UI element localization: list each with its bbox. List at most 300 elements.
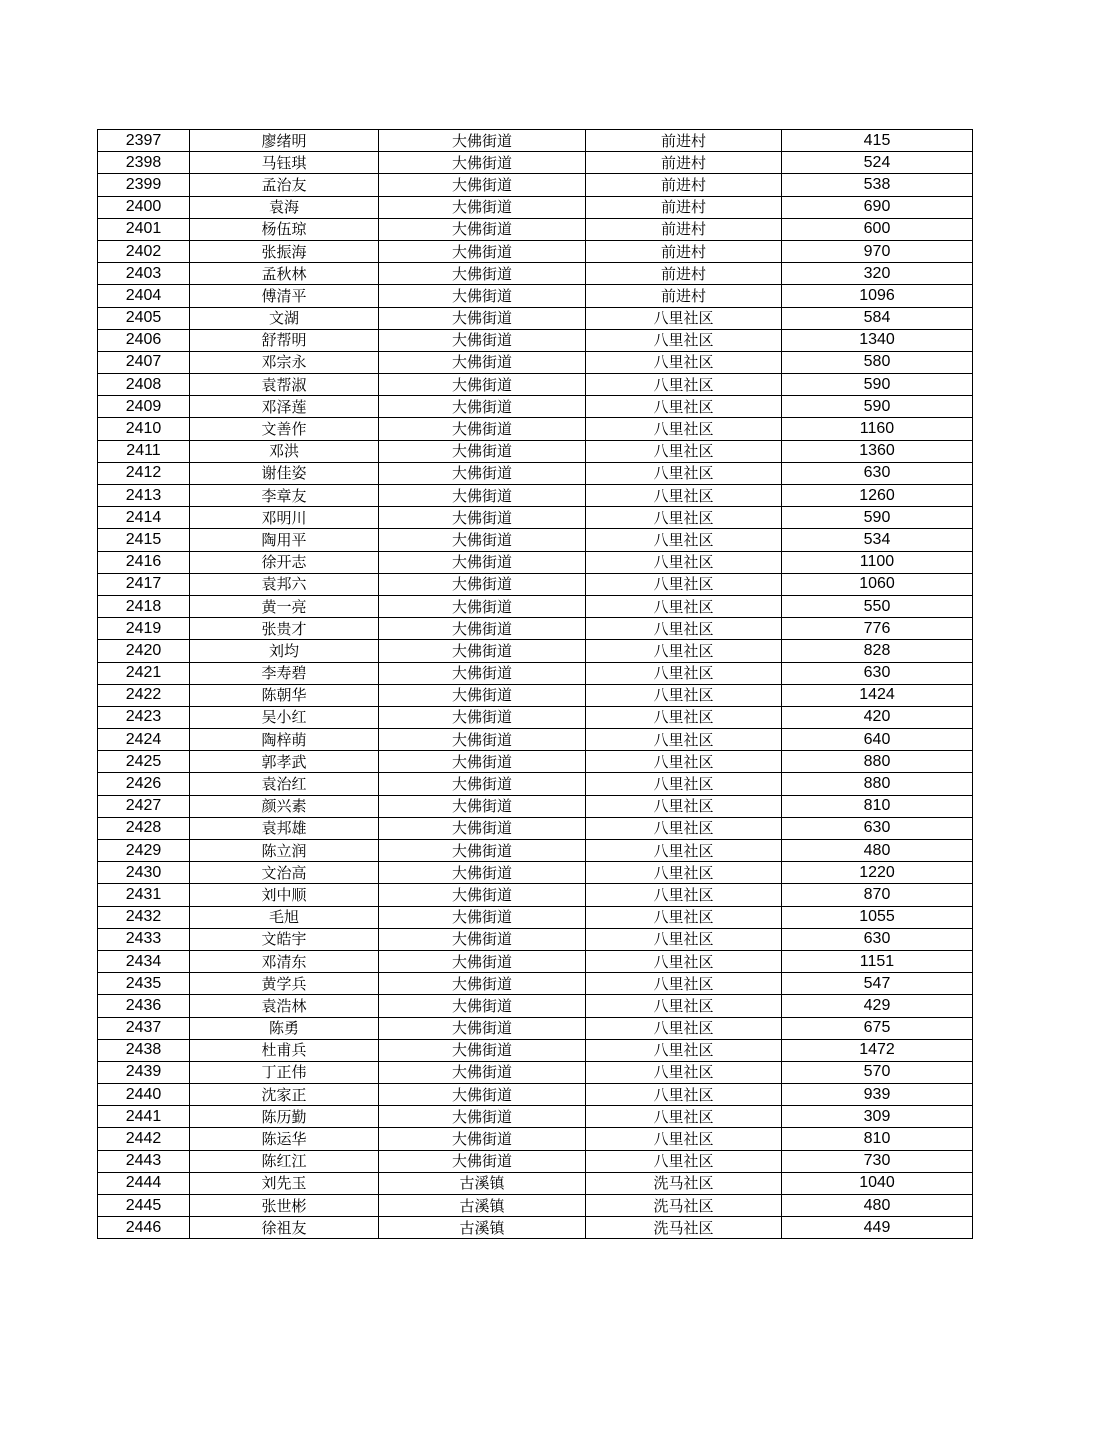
community-cell: 八里社区 bbox=[586, 1128, 782, 1150]
street-cell: 大佛街道 bbox=[379, 751, 586, 773]
row-number-cell: 2419 bbox=[98, 618, 190, 640]
community-cell: 八里社区 bbox=[586, 795, 782, 817]
name-cell: 孟治友 bbox=[190, 174, 379, 196]
street-cell: 大佛街道 bbox=[379, 1150, 586, 1172]
amount-cell: 480 bbox=[782, 840, 973, 862]
community-cell: 八里社区 bbox=[586, 1039, 782, 1061]
table-row bbox=[98, 751, 973, 773]
street-cell: 古溪镇 bbox=[379, 1217, 586, 1239]
table-row bbox=[98, 462, 973, 484]
amount-cell: 309 bbox=[782, 1106, 973, 1128]
row-number-cell: 2446 bbox=[98, 1217, 190, 1239]
table-row bbox=[98, 307, 973, 329]
community-cell: 洗马社区 bbox=[586, 1195, 782, 1217]
table-row bbox=[98, 1084, 973, 1106]
amount-cell: 1360 bbox=[782, 440, 973, 462]
row-number-cell: 2417 bbox=[98, 573, 190, 595]
name-cell: 袁邦六 bbox=[190, 573, 379, 595]
row-number-cell: 2429 bbox=[98, 840, 190, 862]
name-cell: 陈历勤 bbox=[190, 1106, 379, 1128]
name-cell: 袁邦雄 bbox=[190, 817, 379, 839]
name-cell: 邓泽莲 bbox=[190, 396, 379, 418]
street-cell: 大佛街道 bbox=[379, 817, 586, 839]
table-row bbox=[98, 684, 973, 706]
name-cell: 陈红江 bbox=[190, 1150, 379, 1172]
street-cell: 大佛街道 bbox=[379, 130, 586, 152]
name-cell: 李寿碧 bbox=[190, 662, 379, 684]
name-cell: 陈立润 bbox=[190, 840, 379, 862]
community-cell: 八里社区 bbox=[586, 485, 782, 507]
street-cell: 大佛街道 bbox=[379, 928, 586, 950]
table-row bbox=[98, 351, 973, 373]
table-row bbox=[98, 862, 973, 884]
street-cell: 大佛街道 bbox=[379, 507, 586, 529]
row-number-cell: 2401 bbox=[98, 218, 190, 240]
amount-cell: 590 bbox=[782, 374, 973, 396]
community-cell: 八里社区 bbox=[586, 928, 782, 950]
name-cell: 张振海 bbox=[190, 240, 379, 262]
table-row bbox=[98, 374, 973, 396]
amount-cell: 1055 bbox=[782, 906, 973, 928]
amount-cell: 1220 bbox=[782, 862, 973, 884]
amount-cell: 570 bbox=[782, 1061, 973, 1083]
street-cell: 大佛街道 bbox=[379, 795, 586, 817]
amount-cell: 1096 bbox=[782, 285, 973, 307]
row-number-cell: 2425 bbox=[98, 751, 190, 773]
community-cell: 八里社区 bbox=[586, 1061, 782, 1083]
street-cell: 大佛街道 bbox=[379, 950, 586, 972]
street-cell: 大佛街道 bbox=[379, 884, 586, 906]
name-cell: 丁正伟 bbox=[190, 1061, 379, 1083]
row-number-cell: 2404 bbox=[98, 285, 190, 307]
street-cell: 大佛街道 bbox=[379, 285, 586, 307]
community-cell: 八里社区 bbox=[586, 906, 782, 928]
data-table bbox=[97, 129, 973, 1239]
street-cell: 大佛街道 bbox=[379, 196, 586, 218]
row-number-cell: 2415 bbox=[98, 529, 190, 551]
community-cell: 前进村 bbox=[586, 174, 782, 196]
amount-cell: 580 bbox=[782, 351, 973, 373]
street-cell: 大佛街道 bbox=[379, 862, 586, 884]
row-number-cell: 2426 bbox=[98, 773, 190, 795]
community-cell: 八里社区 bbox=[586, 595, 782, 617]
name-cell: 徐开志 bbox=[190, 551, 379, 573]
table-row bbox=[98, 1017, 973, 1039]
amount-cell: 630 bbox=[782, 817, 973, 839]
community-cell: 八里社区 bbox=[586, 573, 782, 595]
name-cell: 袁帮淑 bbox=[190, 374, 379, 396]
row-number-cell: 2441 bbox=[98, 1106, 190, 1128]
street-cell: 大佛街道 bbox=[379, 973, 586, 995]
amount-cell: 1424 bbox=[782, 684, 973, 706]
community-cell: 八里社区 bbox=[586, 995, 782, 1017]
row-number-cell: 2423 bbox=[98, 706, 190, 728]
street-cell: 大佛街道 bbox=[379, 995, 586, 1017]
table-row bbox=[98, 174, 973, 196]
community-cell: 八里社区 bbox=[586, 462, 782, 484]
table-row bbox=[98, 1061, 973, 1083]
table-row bbox=[98, 973, 973, 995]
amount-cell: 524 bbox=[782, 152, 973, 174]
table-row bbox=[98, 573, 973, 595]
table-row bbox=[98, 1217, 973, 1239]
name-cell: 袁浩林 bbox=[190, 995, 379, 1017]
name-cell: 马钰琪 bbox=[190, 152, 379, 174]
community-cell: 八里社区 bbox=[586, 729, 782, 751]
table-row bbox=[98, 618, 973, 640]
row-number-cell: 2408 bbox=[98, 374, 190, 396]
street-cell: 大佛街道 bbox=[379, 662, 586, 684]
row-number-cell: 2424 bbox=[98, 729, 190, 751]
table-row bbox=[98, 662, 973, 684]
name-cell: 邓清东 bbox=[190, 950, 379, 972]
row-number-cell: 2414 bbox=[98, 507, 190, 529]
row-number-cell: 2427 bbox=[98, 795, 190, 817]
street-cell: 大佛街道 bbox=[379, 840, 586, 862]
amount-cell: 1260 bbox=[782, 485, 973, 507]
row-number-cell: 2406 bbox=[98, 329, 190, 351]
table-row bbox=[98, 884, 973, 906]
name-cell: 文皓宇 bbox=[190, 928, 379, 950]
amount-cell: 870 bbox=[782, 884, 973, 906]
name-cell: 谢佳姿 bbox=[190, 462, 379, 484]
table-row bbox=[98, 1128, 973, 1150]
community-cell: 八里社区 bbox=[586, 1106, 782, 1128]
community-cell: 八里社区 bbox=[586, 1150, 782, 1172]
community-cell: 八里社区 bbox=[586, 551, 782, 573]
amount-cell: 538 bbox=[782, 174, 973, 196]
name-cell: 杨伍琼 bbox=[190, 218, 379, 240]
community-cell: 前进村 bbox=[586, 240, 782, 262]
street-cell: 大佛街道 bbox=[379, 152, 586, 174]
community-cell: 前进村 bbox=[586, 285, 782, 307]
community-cell: 八里社区 bbox=[586, 950, 782, 972]
community-cell: 八里社区 bbox=[586, 529, 782, 551]
row-number-cell: 2421 bbox=[98, 662, 190, 684]
table-row bbox=[98, 152, 973, 174]
amount-cell: 1472 bbox=[782, 1039, 973, 1061]
table-row bbox=[98, 507, 973, 529]
table-row bbox=[98, 196, 973, 218]
row-number-cell: 2436 bbox=[98, 995, 190, 1017]
community-cell: 八里社区 bbox=[586, 862, 782, 884]
row-number-cell: 2443 bbox=[98, 1150, 190, 1172]
name-cell: 黄一亮 bbox=[190, 595, 379, 617]
name-cell: 刘先玉 bbox=[190, 1172, 379, 1194]
table-row bbox=[98, 595, 973, 617]
row-number-cell: 2431 bbox=[98, 884, 190, 906]
row-number-cell: 2445 bbox=[98, 1195, 190, 1217]
community-cell: 前进村 bbox=[586, 263, 782, 285]
table-row bbox=[98, 329, 973, 351]
street-cell: 大佛街道 bbox=[379, 551, 586, 573]
amount-cell: 1340 bbox=[782, 329, 973, 351]
row-number-cell: 2432 bbox=[98, 906, 190, 928]
name-cell: 颜兴素 bbox=[190, 795, 379, 817]
row-number-cell: 2442 bbox=[98, 1128, 190, 1150]
community-cell: 八里社区 bbox=[586, 374, 782, 396]
name-cell: 张贵才 bbox=[190, 618, 379, 640]
name-cell: 吴小红 bbox=[190, 706, 379, 728]
table-row bbox=[98, 950, 973, 972]
amount-cell: 630 bbox=[782, 662, 973, 684]
street-cell: 古溪镇 bbox=[379, 1172, 586, 1194]
street-cell: 大佛街道 bbox=[379, 1061, 586, 1083]
table-row bbox=[98, 551, 973, 573]
amount-cell: 429 bbox=[782, 995, 973, 1017]
table-row bbox=[98, 729, 973, 751]
row-number-cell: 2422 bbox=[98, 684, 190, 706]
amount-cell: 600 bbox=[782, 218, 973, 240]
name-cell: 陈朝华 bbox=[190, 684, 379, 706]
table-row bbox=[98, 840, 973, 862]
table-row bbox=[98, 1195, 973, 1217]
street-cell: 大佛街道 bbox=[379, 440, 586, 462]
name-cell: 袁治红 bbox=[190, 773, 379, 795]
amount-cell: 590 bbox=[782, 396, 973, 418]
street-cell: 大佛街道 bbox=[379, 595, 586, 617]
community-cell: 八里社区 bbox=[586, 618, 782, 640]
amount-cell: 690 bbox=[782, 196, 973, 218]
amount-cell: 590 bbox=[782, 507, 973, 529]
name-cell: 徐祖友 bbox=[190, 1217, 379, 1239]
table-row bbox=[98, 795, 973, 817]
table-row bbox=[98, 263, 973, 285]
name-cell: 张世彬 bbox=[190, 1195, 379, 1217]
row-number-cell: 2437 bbox=[98, 1017, 190, 1039]
row-number-cell: 2407 bbox=[98, 351, 190, 373]
row-number-cell: 2403 bbox=[98, 263, 190, 285]
table-row bbox=[98, 440, 973, 462]
name-cell: 刘均 bbox=[190, 640, 379, 662]
row-number-cell: 2405 bbox=[98, 307, 190, 329]
amount-cell: 1100 bbox=[782, 551, 973, 573]
row-number-cell: 2398 bbox=[98, 152, 190, 174]
row-number-cell: 2434 bbox=[98, 950, 190, 972]
community-cell: 洗马社区 bbox=[586, 1172, 782, 1194]
row-number-cell: 2418 bbox=[98, 595, 190, 617]
street-cell: 大佛街道 bbox=[379, 1017, 586, 1039]
amount-cell: 810 bbox=[782, 795, 973, 817]
community-cell: 前进村 bbox=[586, 218, 782, 240]
community-cell: 八里社区 bbox=[586, 884, 782, 906]
row-number-cell: 2399 bbox=[98, 174, 190, 196]
street-cell: 大佛街道 bbox=[379, 418, 586, 440]
amount-cell: 810 bbox=[782, 1128, 973, 1150]
amount-cell: 449 bbox=[782, 1217, 973, 1239]
community-cell: 八里社区 bbox=[586, 307, 782, 329]
community-cell: 八里社区 bbox=[586, 706, 782, 728]
name-cell: 黄学兵 bbox=[190, 973, 379, 995]
name-cell: 傅清平 bbox=[190, 285, 379, 307]
row-number-cell: 2397 bbox=[98, 130, 190, 152]
table-row bbox=[98, 130, 973, 152]
amount-cell: 630 bbox=[782, 928, 973, 950]
row-number-cell: 2411 bbox=[98, 440, 190, 462]
row-number-cell: 2413 bbox=[98, 485, 190, 507]
row-number-cell: 2400 bbox=[98, 196, 190, 218]
table-row bbox=[98, 529, 973, 551]
amount-cell: 880 bbox=[782, 751, 973, 773]
street-cell: 大佛街道 bbox=[379, 640, 586, 662]
table-row bbox=[98, 1106, 973, 1128]
name-cell: 文湖 bbox=[190, 307, 379, 329]
amount-cell: 640 bbox=[782, 729, 973, 751]
community-cell: 八里社区 bbox=[586, 351, 782, 373]
community-cell: 八里社区 bbox=[586, 440, 782, 462]
table-row bbox=[98, 928, 973, 950]
table-row bbox=[98, 285, 973, 307]
name-cell: 孟秋林 bbox=[190, 263, 379, 285]
table-row bbox=[98, 1039, 973, 1061]
street-cell: 大佛街道 bbox=[379, 1039, 586, 1061]
row-number-cell: 2420 bbox=[98, 640, 190, 662]
street-cell: 大佛街道 bbox=[379, 329, 586, 351]
community-cell: 八里社区 bbox=[586, 973, 782, 995]
community-cell: 八里社区 bbox=[586, 329, 782, 351]
community-cell: 八里社区 bbox=[586, 684, 782, 706]
row-number-cell: 2440 bbox=[98, 1084, 190, 1106]
street-cell: 大佛街道 bbox=[379, 1084, 586, 1106]
community-cell: 八里社区 bbox=[586, 662, 782, 684]
name-cell: 郭孝武 bbox=[190, 751, 379, 773]
table-row bbox=[98, 906, 973, 928]
name-cell: 邓宗永 bbox=[190, 351, 379, 373]
table-row bbox=[98, 773, 973, 795]
row-number-cell: 2428 bbox=[98, 817, 190, 839]
community-cell: 前进村 bbox=[586, 196, 782, 218]
amount-cell: 730 bbox=[782, 1150, 973, 1172]
street-cell: 大佛街道 bbox=[379, 462, 586, 484]
community-cell: 前进村 bbox=[586, 152, 782, 174]
amount-cell: 1040 bbox=[782, 1172, 973, 1194]
community-cell: 八里社区 bbox=[586, 751, 782, 773]
name-cell: 陈勇 bbox=[190, 1017, 379, 1039]
amount-cell: 776 bbox=[782, 618, 973, 640]
table-row bbox=[98, 817, 973, 839]
street-cell: 大佛街道 bbox=[379, 729, 586, 751]
amount-cell: 828 bbox=[782, 640, 973, 662]
amount-cell: 415 bbox=[782, 130, 973, 152]
name-cell: 陈运华 bbox=[190, 1128, 379, 1150]
community-cell: 八里社区 bbox=[586, 1017, 782, 1039]
street-cell: 大佛街道 bbox=[379, 263, 586, 285]
row-number-cell: 2430 bbox=[98, 862, 190, 884]
amount-cell: 630 bbox=[782, 462, 973, 484]
name-cell: 沈家正 bbox=[190, 1084, 379, 1106]
table-row bbox=[98, 485, 973, 507]
street-cell: 大佛街道 bbox=[379, 618, 586, 640]
community-cell: 八里社区 bbox=[586, 840, 782, 862]
amount-cell: 547 bbox=[782, 973, 973, 995]
name-cell: 舒帮明 bbox=[190, 329, 379, 351]
amount-cell: 1151 bbox=[782, 950, 973, 972]
name-cell: 文善作 bbox=[190, 418, 379, 440]
table-row bbox=[98, 240, 973, 262]
table-row bbox=[98, 640, 973, 662]
amount-cell: 480 bbox=[782, 1195, 973, 1217]
name-cell: 陶梓萌 bbox=[190, 729, 379, 751]
name-cell: 毛旭 bbox=[190, 906, 379, 928]
street-cell: 大佛街道 bbox=[379, 396, 586, 418]
name-cell: 刘中顺 bbox=[190, 884, 379, 906]
row-number-cell: 2402 bbox=[98, 240, 190, 262]
row-number-cell: 2438 bbox=[98, 1039, 190, 1061]
community-cell: 八里社区 bbox=[586, 418, 782, 440]
row-number-cell: 2412 bbox=[98, 462, 190, 484]
street-cell: 大佛街道 bbox=[379, 529, 586, 551]
street-cell: 大佛街道 bbox=[379, 351, 586, 373]
community-cell: 八里社区 bbox=[586, 507, 782, 529]
row-number-cell: 2416 bbox=[98, 551, 190, 573]
amount-cell: 420 bbox=[782, 706, 973, 728]
table-row bbox=[98, 995, 973, 1017]
name-cell: 文治高 bbox=[190, 862, 379, 884]
community-cell: 八里社区 bbox=[586, 817, 782, 839]
row-number-cell: 2433 bbox=[98, 928, 190, 950]
community-cell: 八里社区 bbox=[586, 396, 782, 418]
street-cell: 大佛街道 bbox=[379, 374, 586, 396]
amount-cell: 550 bbox=[782, 595, 973, 617]
street-cell: 古溪镇 bbox=[379, 1195, 586, 1217]
street-cell: 大佛街道 bbox=[379, 218, 586, 240]
table-row bbox=[98, 1150, 973, 1172]
name-cell: 廖绪明 bbox=[190, 130, 379, 152]
amount-cell: 880 bbox=[782, 773, 973, 795]
table-body bbox=[98, 130, 973, 1239]
street-cell: 大佛街道 bbox=[379, 773, 586, 795]
street-cell: 大佛街道 bbox=[379, 906, 586, 928]
name-cell: 杜甫兵 bbox=[190, 1039, 379, 1061]
amount-cell: 970 bbox=[782, 240, 973, 262]
amount-cell: 584 bbox=[782, 307, 973, 329]
name-cell: 邓洪 bbox=[190, 440, 379, 462]
table-row bbox=[98, 396, 973, 418]
name-cell: 陶用平 bbox=[190, 529, 379, 551]
name-cell: 李章友 bbox=[190, 485, 379, 507]
street-cell: 大佛街道 bbox=[379, 485, 586, 507]
street-cell: 大佛街道 bbox=[379, 174, 586, 196]
amount-cell: 675 bbox=[782, 1017, 973, 1039]
amount-cell: 1060 bbox=[782, 573, 973, 595]
row-number-cell: 2409 bbox=[98, 396, 190, 418]
street-cell: 大佛街道 bbox=[379, 1128, 586, 1150]
community-cell: 八里社区 bbox=[586, 773, 782, 795]
row-number-cell: 2439 bbox=[98, 1061, 190, 1083]
row-number-cell: 2444 bbox=[98, 1172, 190, 1194]
amount-cell: 939 bbox=[782, 1084, 973, 1106]
table-row bbox=[98, 706, 973, 728]
table-row bbox=[98, 1172, 973, 1194]
street-cell: 大佛街道 bbox=[379, 1106, 586, 1128]
row-number-cell: 2410 bbox=[98, 418, 190, 440]
row-number-cell: 2435 bbox=[98, 973, 190, 995]
community-cell: 洗马社区 bbox=[586, 1217, 782, 1239]
street-cell: 大佛街道 bbox=[379, 684, 586, 706]
street-cell: 大佛街道 bbox=[379, 573, 586, 595]
community-cell: 八里社区 bbox=[586, 1084, 782, 1106]
table-row bbox=[98, 418, 973, 440]
community-cell: 八里社区 bbox=[586, 640, 782, 662]
table-row bbox=[98, 218, 973, 240]
name-cell: 袁海 bbox=[190, 196, 379, 218]
amount-cell: 320 bbox=[782, 263, 973, 285]
community-cell: 前进村 bbox=[586, 130, 782, 152]
street-cell: 大佛街道 bbox=[379, 240, 586, 262]
name-cell: 邓明川 bbox=[190, 507, 379, 529]
street-cell: 大佛街道 bbox=[379, 706, 586, 728]
street-cell: 大佛街道 bbox=[379, 307, 586, 329]
